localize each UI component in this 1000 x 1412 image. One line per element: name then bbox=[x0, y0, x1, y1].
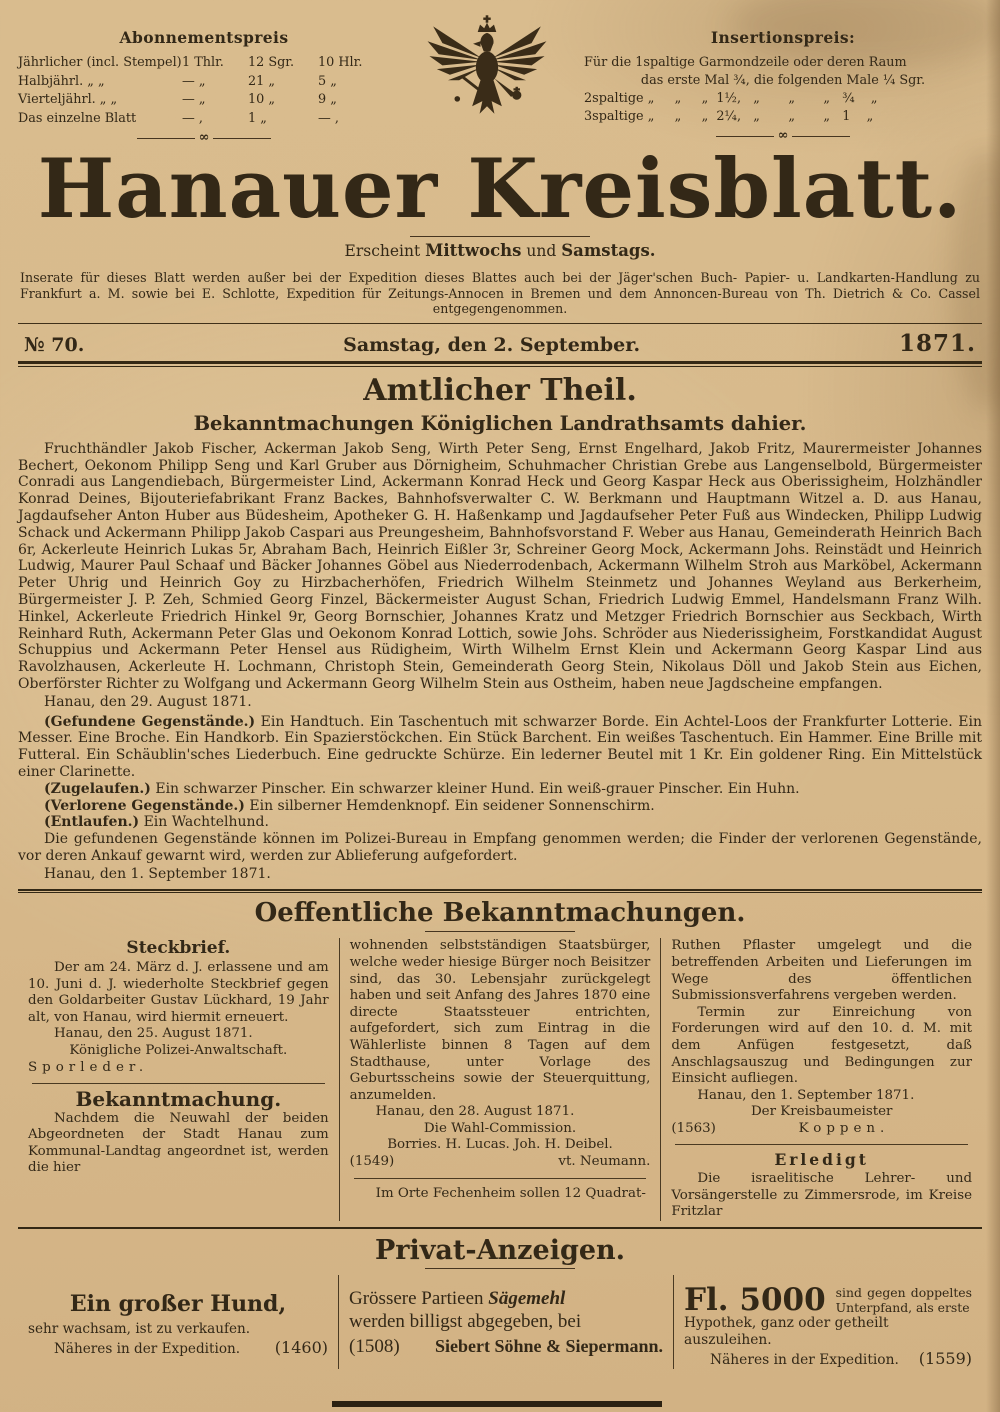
section-divider bbox=[18, 889, 982, 891]
insertion-notice: Inserate für dieses Blatt werden außer bei der Expedition dieses Blattes auch bei der Jäger'schen Buch- Papier- u. Landkarten-Handlung zu Frankfurt a. M. sowie bei E. Schlotte, Expedition für Zeitungs-Annocen in Bremen und dem Annoncen-Bureau von Th. Dietrich & Co. Cassel entgegengenommen. bbox=[20, 270, 980, 317]
ad-lead bbox=[684, 1281, 972, 1318]
article-heading: Bekanntmachung. bbox=[75, 1087, 282, 1112]
section-title-amtlicher-theil: Amtlicher Theil. bbox=[363, 372, 637, 408]
issue-date: Samstag, den 2. September. bbox=[343, 333, 641, 356]
article-divider bbox=[32, 1083, 325, 1084]
article-divider bbox=[675, 1144, 968, 1145]
top-header bbox=[18, 12, 982, 145]
subscription-title: Abonnementspreis bbox=[119, 28, 289, 47]
issue-number: № 70. bbox=[24, 333, 85, 356]
ad-reference-number: (1563) bbox=[671, 1120, 716, 1136]
heading-rule bbox=[425, 931, 575, 932]
article-heading: Erledigt bbox=[774, 1150, 869, 1170]
section-divider bbox=[18, 1227, 982, 1229]
signature-line: vt. Neumann. bbox=[558, 1154, 651, 1170]
section-title-public-announcements: Oeffentliche Bekanntmachungen. bbox=[254, 898, 746, 929]
column-steckbrief bbox=[18, 938, 339, 1221]
article-body: Die israelitische Lehrer- und Vorsängerstelle zu Zimmersrode, im Kreise Fritzlar bbox=[671, 1171, 973, 1220]
strayed-in-paragraph: (Zugelaufen.) Ein schwarzer Pinscher. Ein schwarzer kleiner Hund. Ein weiß-grauer Pinscher. Ein Huhn. bbox=[44, 780, 800, 797]
ornament-divider-icon: ∞ bbox=[18, 134, 390, 142]
jagdscheine-paragraph: Fruchthändler Jakob Fischer, Ackerman Jakob Seng, Wirth Peter Seng, Ernst Engelhard, Jakob Fritz, Maurermeister Johannes Bechert, Oekonom Philipp Seng und Karl Gruber aus Dörnigheim, Schuhmacher Christian Grebe aus Langenselbold, Bürgermeister Conradi aus Langendiebach, Bürgermeister Lind, Ackermann Konrad Heck und Georg Kaspar Heck aus Oberissigheim, Holzhändler Konrad Deines, Bijouteriefabrikant Franz Backes, Bahnhofsverwalter C. W. Berkmann und Hauptmann Witzel a. D. aus Hanau, Jagdaufseher Anton Huber aus Büdesheim, Apotheker G. H. Haßenkamp und Jagdaufseher Peter Fuß aus Windecken, Philipp Ludwig Schack und Ackermann Philipp Jakob Caspari aus Preungesheim, Bahnhofsvorstand F. Weber aus Hanau, Gemeinderath Heinrich Bach 6r, Ackerleute Heinrich Lukas 5r, Abraham Bach, Heinrich Eißler 3r, Schreiner Georg Mock, Ackermann Johs. Reinstädt und Heinrich Ludwig, Maurer Paul Schaaf und Bäcker Johannes Göbel aus Niederrodenbach, Ackermann Wilhelm Stroh aus Marköbel, Ackermann Peter Uhrig und Heinrich Goy zu Hirzbacherhöfen, Friedrich Wilhelm Steinmetz und Johannes Weyland aus Berkerheim, Bürgermeister J. P. Zeh, Schmied Georg Finzel, Bäckermeister August Schan, Friedrich Ludwig Emmel, Handelsmann Franz Wilh. Hinkel, Ackerleute Friedrich Hinkel 9r, Georg Bornschier, Johannes Kratz und Metzger Friedrich Bornschier aus Seckbach, Wirth Reinhard Ruth, Ackermann Peter Glas und Oekonom Konrad Lottich, sowie Johs. Schröder aus Niederissigheim, Forstkandidat August Schuppius und Ackermann Peter Hensel aus Rüdigheim, Wirth Wilhelm Ernst Klein und Ackermann Georg Kaspar Lind aus Ravolzhausen, Ackerleute H. Lochmann, Christoph Stein, Gemeinderath Georg Stein, Nikolaus Döll und Jakob Stein aus Eichen, Oberförster Richter zu Wolfgang und Ackermann Georg Wilhelm Stein aus Ostheim, haben neue Jagdscheine empfangen. bbox=[18, 440, 982, 692]
signature-line: Borries. H. Lucas. Joh. H. Deibel. bbox=[387, 1137, 613, 1153]
newspaper-title: Hanauer Kreisblatt. bbox=[37, 142, 963, 237]
signature-line: Koppen. bbox=[798, 1120, 890, 1136]
subscription-price-table bbox=[18, 12, 390, 145]
ornament-divider-icon: ∞ bbox=[584, 132, 982, 140]
ad-loan-offer bbox=[673, 1275, 982, 1369]
publication-schedule: Erscheint Mittwochs und Samstags. bbox=[344, 241, 656, 261]
ad-body: Näheres in der Expedition. bbox=[54, 1340, 241, 1357]
closing-paragraph: Die gefundenen Gegenstände können im Polizei-Bureau in Empfang genommen werden; die Finder der verlorenen Gegenstände, vor deren Ankauf gewarnt wird, werden zur Ablieferung aufgefordert. bbox=[18, 831, 982, 865]
ad-reference-number: (1559) bbox=[918, 1348, 972, 1368]
ad-saegemehl bbox=[338, 1275, 673, 1369]
ad-body: sind gegen doppeltes Unterpfand, als erste bbox=[835, 1284, 972, 1315]
ad-reference-number: (1460) bbox=[274, 1337, 328, 1357]
price-row: Vierteljährl. „ „ — „ 10 „ 9 „ bbox=[18, 92, 337, 107]
found-items-paragraph: (Gefundene Gegenstände.) Ein Handtuch. Ein Taschentuch mit schwarzer Borde. Ein Achtel-Loos der Frankfurter Lotterie. Ein Messer. Eine Broche. Ein Handkorb. Ein Spazierstöckchen. Ein Stück Barchent. Ein weißes Taschentuch. Ein Hammer. Eine Brille mit Futteral. Ein Schäublin'sches Liederbuch. Eine gedruckte Schürze. Ein lederner Beutel mit 1 Kr. Ein goldener Ring. Ein Mittelstück einer Clarinette. bbox=[18, 713, 982, 781]
insertion-line: Für die 1spaltige Garmondzeile oder deren Raum bbox=[584, 55, 907, 70]
issue-year: 1871. bbox=[898, 329, 976, 357]
column-wahl bbox=[339, 938, 661, 1221]
reference-row bbox=[671, 1121, 972, 1138]
prussian-eagle-icon bbox=[422, 12, 552, 130]
ad-body: werden billigst abgegeben, bei bbox=[349, 1310, 582, 1332]
article-heading: Steckbrief. bbox=[126, 938, 231, 959]
ads-row bbox=[18, 1275, 982, 1369]
reference-row bbox=[349, 1335, 663, 1358]
signature-line: Die Wahl-Commission. bbox=[423, 1120, 577, 1136]
ad-dog-for-sale bbox=[18, 1275, 338, 1369]
insertion-line: das erste Mal ¾, die folgenden Male ¼ Sgr. bbox=[640, 73, 926, 88]
double-rule bbox=[18, 361, 982, 367]
amount-figure: Fl. 5000 bbox=[684, 1281, 826, 1318]
place-date-line: Hanau, den 1. September 1871. bbox=[697, 1087, 915, 1103]
insertion-line: 3spaltige „ „ „ 2¼, „ „ „ 1 „ bbox=[584, 109, 874, 124]
masthead-emblem bbox=[402, 12, 572, 134]
ad-body: Näheres in der Expedition. bbox=[710, 1351, 899, 1368]
reference-row bbox=[684, 1349, 972, 1369]
ad-body: Hypothek, ganz oder getheilt auszuleihen. bbox=[684, 1314, 889, 1348]
place-date-line: Hanau, den 29. August 1871. bbox=[44, 693, 252, 710]
ad-reference-number: (1549) bbox=[349, 1154, 395, 1170]
signature-line: Sporleder. bbox=[28, 1059, 149, 1075]
insertion-title: Insertionspreis: bbox=[710, 28, 856, 47]
signature-line: Der Kreisbaumeister bbox=[750, 1104, 893, 1120]
article-body: Der am 24. März d. J. erlassene und am 10. Juni d. J. wiederholte Steckbrief gegen den Goldarbeiter Gustav Lückhard, 19 Jahr alt, von Hanau, wird hiermit erneuert. bbox=[28, 959, 329, 1025]
article-divider bbox=[354, 1178, 647, 1179]
column-pflaster bbox=[660, 938, 982, 1221]
article-body: Ruthen Pflaster umgelegt und die betreffenden Arbeiten und Lieferungen im Wege des öffentlichen Submissionsverfahrens vergeben werden. bbox=[671, 938, 973, 1004]
ad-heading: Ein großer Hund, bbox=[69, 1290, 287, 1317]
dateline bbox=[18, 326, 982, 359]
divider-rule bbox=[18, 323, 982, 324]
place-date-line: Hanau, den 28. August 1871. bbox=[375, 1104, 575, 1120]
company-name: Siebert Söhne & Siepermann. bbox=[434, 1335, 663, 1356]
ad-reference-number: (1508) bbox=[349, 1335, 400, 1357]
bottom-crop-rule bbox=[332, 1401, 662, 1407]
run-away-paragraph: (Entlaufen.) Ein Wachtelhund. bbox=[44, 814, 269, 831]
place-date-line: Hanau, den 1. September 1871. bbox=[44, 865, 271, 882]
product-name: Sägemehl bbox=[488, 1287, 566, 1309]
article-body: Nachdem die Neuwahl der beiden Abgeordneten der Stadt Hanau zum Kommunal-Landtag angeordnet ist, werden die hier bbox=[28, 1110, 329, 1176]
section-divider bbox=[18, 892, 982, 893]
section-title-private-ads: Privat-Anzeigen. bbox=[374, 1234, 626, 1266]
ad-body: sehr wachsam, ist zu verkaufen. bbox=[28, 1320, 251, 1337]
article-body: Termin zur Einreichung von Forderungen wird auf den 10. d. M. mit dem Anfügen festgesetzt, daß Anschlagsauszug und Bedingungen zur Einsicht aufliegen. bbox=[671, 1004, 973, 1087]
insertion-line: 2spaltige „ „ „ 1½, „ „ „ ¾ „ bbox=[584, 91, 878, 106]
insertion-price-table bbox=[584, 12, 982, 143]
heading-rule bbox=[425, 1268, 575, 1269]
price-row: Das einzelne Blatt — , 1 „ — , bbox=[18, 110, 339, 126]
signature-line: Königliche Polizei-Anwaltschaft. bbox=[69, 1042, 288, 1058]
article-body: Im Orte Fechenheim sollen 12 Quadrat- bbox=[375, 1185, 646, 1201]
article-body: wohnenden selbstständigen Staatsbürger, welche weder hiesige Bürger noch Beisitzer sind, das 30. Lebensjahr zurückgelegt haben und seit Anfang des Jahres 1870 eine directe Staatssteuer entrichten, aufgefordert, sich zum Eintrag in die Wählerliste binnen 8 Tagen auf dem Stadthause, unter Vorlage des Geburtsscheins sowie der Steuerquittung, anzumelden. bbox=[349, 938, 651, 1103]
ad-body: Grössere Partieen Sägemehl bbox=[349, 1287, 566, 1309]
lost-items-paragraph: (Verlorene Gegenstände.) Ein silberner Hemdenknopf. Ein seidener Sonnenschirm. bbox=[44, 797, 655, 814]
place-date-line: Hanau, den 25. August 1871. bbox=[54, 1026, 253, 1042]
subsection-title-landrathsamt: Bekanntmachungen Königlichen Landrathsamts dahier. bbox=[193, 411, 807, 435]
price-row: Jährlicher (incl. Stempel) 1 Thlr. 12 Sgr. 10 Hlr. bbox=[18, 55, 363, 70]
three-column-section bbox=[18, 938, 982, 1221]
reference-row bbox=[28, 1338, 328, 1358]
reference-row bbox=[350, 1154, 651, 1171]
price-row: Halbjährl. „ „ — „ 21 „ 5 „ bbox=[18, 73, 337, 89]
